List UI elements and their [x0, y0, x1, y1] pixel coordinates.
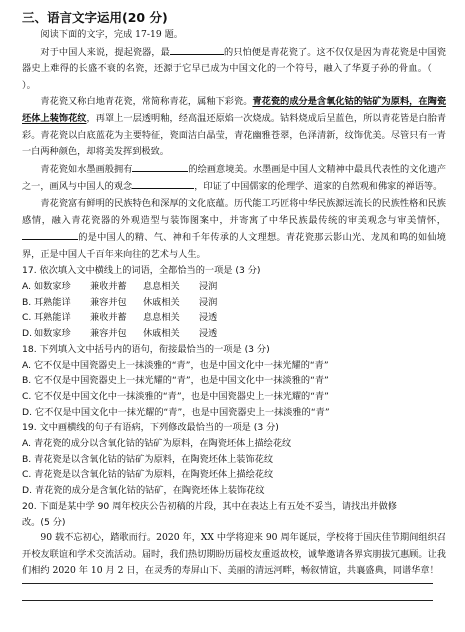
blank-4: [22, 229, 78, 240]
option-word: 浸润: [199, 281, 218, 293]
q17-option-c[interactable]: [22, 310, 446, 326]
passage-paragraph-3: [22, 161, 446, 196]
option-label: A.: [22, 281, 32, 293]
p1-text-d: ）。: [22, 79, 36, 91]
question-19-stem: 19. 文中画横线的句子有语病，下列修改最恰当的一项是 (3 分): [22, 422, 279, 434]
question-18-stem: 18. 下列填入文中括号内的语句，衔接最恰当的一项是 (3 分): [22, 343, 270, 355]
q17-option-b[interactable]: [22, 295, 446, 311]
reading-instruction: 阅读下面的文字，完成 17-19 题。: [40, 29, 183, 40]
p1-text-b: 的只怕便是青花瓷了。: [223, 46, 317, 58]
option-word: 浸透: [199, 312, 218, 324]
p4-text-a: 青花瓷富有鲜明的民族特色和深厚的文化底蕴。历代能工巧匠将中华民族源远流长的民族性格和民族感情，融入青花瓷器的外观造型与装饰图案中，并寄寓了中华民族最传统的审美观念与审美情怀，: [22, 197, 446, 226]
option-label: D.: [22, 328, 32, 340]
option-word: 休戚相关: [143, 296, 180, 308]
option-word: 兼收并蓄: [90, 312, 127, 324]
option-word: 兼容并包: [90, 296, 127, 308]
option-word: 兼收并蓄: [90, 281, 127, 293]
q18-option-d[interactable]: D. 它不仅是中国文化中一抹光耀的“青”，也是中国瓷器史上一抹淡雅的“青”: [22, 406, 330, 418]
option-word: 耳熟能详: [34, 296, 71, 308]
q18-option-c[interactable]: C. 它不仅是中国文化中一抹淡雅的“青”，也是中国瓷器史上一抹光耀的“青”: [22, 390, 329, 402]
passage-paragraph-2: [22, 94, 446, 160]
question-20-stem: 20. 下面是某中学 90 周年校庆公告初稿的片段，其中在表达上有五处不妥当，请找出并做修: [22, 500, 397, 512]
q18-option-b[interactable]: B. 它不仅是中国瓷器史上一抹光耀的“青”，也是中国文化中一抹淡雅的“青”: [22, 375, 329, 387]
option-word: 息息相关: [143, 281, 180, 293]
q17-option-a[interactable]: [22, 279, 446, 295]
p1-text-a: 对于中国人来说，提起瓷器，最: [40, 46, 170, 58]
question-17-stem: 17. 依次填入文中横线上的词语，全都恰当的一项是 (3 分): [22, 265, 261, 277]
option-label: B.: [22, 296, 32, 308]
option-label: C.: [22, 312, 32, 324]
p2-text-c: ，再罩上一层透明釉，经高温还原焰一次烧成。钴料烧成后呈蓝色，所以青花皆是白胎青彩。青花瓷以白底蓝花为主要特征，瓷面洁白晶莹，青花幽雅苍翠，色泽清新，纹饰优美。尽管只有一青一白两种颜色，却将美发挥到极致。: [22, 112, 447, 158]
blank-1: [170, 44, 224, 55]
announcement-text: 90 载不忘初心，踏歌而行。2020 年，XX 中学将迎来 90 周年诞辰，学校将于国庆佳节期间组织召开校友联谊和学术交流活动。届时，我们热切期盼历届校友重返故校，诚挚邀请各界宾朋拔冗惠顾。让我们相约 2020 年 10 月 2 日，在灵秀的寿屏山下、美丽的清远河畔，畅叙情谊，共襄盛典，同谱华章！: [22, 532, 446, 577]
p3-text-a: 青花瓷如水墨画般拥有: [40, 163, 133, 175]
passage-paragraph-4: [22, 196, 446, 263]
q18-option-a[interactable]: A. 它不仅是中国瓷器史上一抹淡雅的“青”，也是中国文化中一抹光耀的“青”: [22, 359, 329, 371]
q19-option-c[interactable]: C. 青花瓷是以含氧化钴的钴矿为原料，在陶瓷坯体上描绘花纹: [22, 469, 274, 481]
option-word: 息息相关: [143, 312, 180, 324]
option-word: 浸润: [199, 296, 218, 308]
blank-2: [132, 161, 188, 172]
p1-text-c: 这不仅仅是因为青花瓷是中国瓷器史上难得的长盛不衰的名瓷，还源于它早已成为中国文化的一个符号，融入了华夏子孙的骨血。（: [22, 46, 447, 75]
option-word: 如数家珍: [34, 328, 71, 340]
q19-option-b[interactable]: B. 青花瓷是以含氧化钴的钴矿为原料，在陶瓷坯体上装饰花纹: [22, 453, 274, 465]
p2-text-a: 青花瓷又称白地青花瓷，常简称青花，属釉下彩瓷。: [40, 96, 253, 108]
q19-option-d[interactable]: D. 青花瓷的成分是含氧化钴的钴矿，在陶瓷坯体上装饰花纹: [22, 485, 265, 497]
section-title: 三、语言文字运用(20 分): [22, 10, 168, 25]
p4-text-b: 的是中国人的精、气、神和千年传承的人文理想。青花瓷那云影山光、龙凤和鸣的如仙境界，正是中国人千百年来向往的艺术与人生。: [22, 232, 446, 260]
blank-3: [132, 178, 194, 189]
option-word: 耳熟能详: [34, 312, 71, 324]
option-word: 休戚相关: [143, 328, 180, 340]
passage-paragraph-1: [22, 44, 446, 95]
option-word: 如数家珍: [34, 281, 71, 293]
exam-page: [22, 8, 446, 580]
p3-text-b: 的绘画意境美。水墨画是中国人文精神中最具代表性的文化遗产之一，画风与中国人的观念: [22, 163, 447, 193]
question-17-options: [22, 279, 446, 342]
option-word: 兼容并包: [90, 328, 127, 340]
answer-line-1[interactable]: [22, 583, 433, 584]
underlined-sentence: 青花瓷的成分是含氧化钴的钴矿为原料，在陶瓷坯体上装饰花纹: [22, 96, 447, 124]
q19-option-a[interactable]: A. 青花瓷的成分以含氧化钴的钴矿为原料，在陶瓷坯体上描绘花纹: [22, 438, 292, 450]
q17-option-d[interactable]: [22, 326, 446, 342]
p3-text-c: ，印证了中国儒家的伦理学、道家的自然观和佛家的禅语等。: [194, 181, 443, 193]
option-word: 浸透: [199, 328, 218, 340]
question-20-stem-cont: 改。(5 分): [22, 516, 66, 528]
answer-line-2[interactable]: [22, 600, 433, 601]
